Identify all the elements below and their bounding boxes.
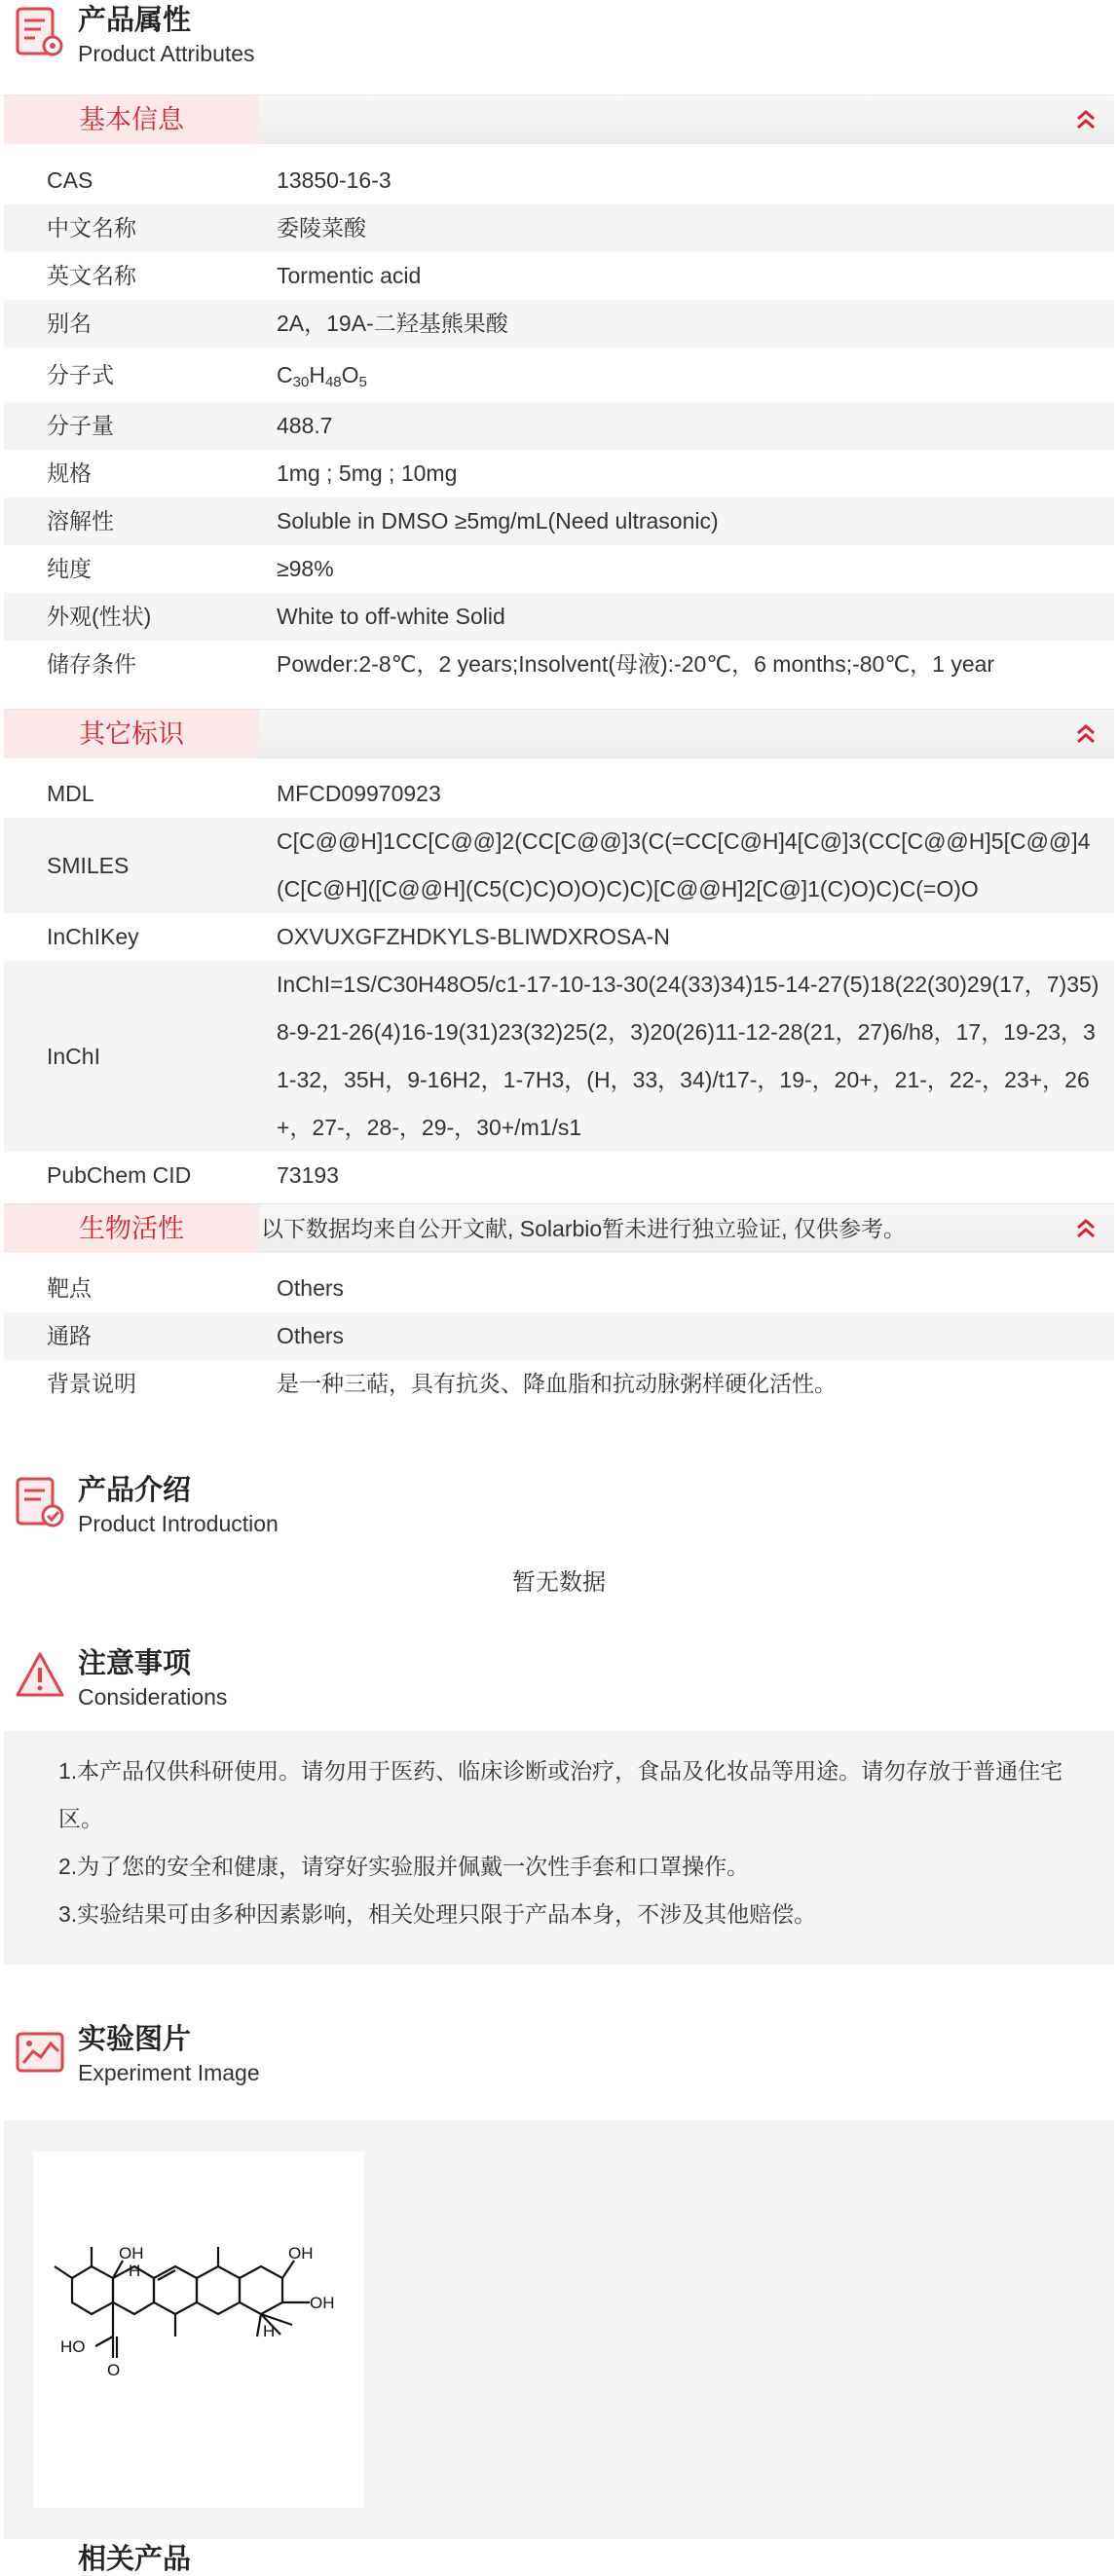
row-key: 分子量 bbox=[47, 413, 114, 438]
table-row bbox=[4, 497, 1114, 545]
consideration-item: 3.实验结果可由多种因素影响，相关处理只限于产品本身，不涉及其他赔偿。 bbox=[58, 1901, 817, 1927]
row-value: 13850-16-3 bbox=[277, 167, 391, 193]
row-value: MFCD09970923 bbox=[277, 781, 441, 806]
table-row bbox=[4, 961, 1114, 1152]
considerations-box bbox=[4, 1731, 1114, 1965]
section-title: 实验图片 bbox=[78, 2024, 192, 2055]
category-bar-bio bbox=[4, 1203, 1114, 1253]
svg-text:OH: OH bbox=[119, 2244, 144, 2263]
basic-info-table bbox=[4, 157, 1114, 688]
table-row bbox=[4, 913, 1114, 961]
structure-image[interactable] bbox=[33, 2152, 364, 2508]
svg-text:OH: OH bbox=[310, 2294, 335, 2312]
row-key: MDL bbox=[47, 781, 94, 806]
table-row bbox=[4, 252, 1114, 300]
section-header-considerations bbox=[0, 1643, 1118, 1711]
row-value: 2A，19A-二羟基熊果酸 bbox=[277, 311, 508, 336]
row-key: 别名 bbox=[47, 311, 92, 336]
section-title: 注意事项 bbox=[78, 1648, 192, 1679]
row-value: 1mg ; 5mg ; 10mg bbox=[277, 460, 458, 486]
row-key: 背景说明 bbox=[47, 1371, 136, 1396]
row-value: Others bbox=[277, 1275, 345, 1301]
table-row bbox=[4, 1265, 1114, 1312]
empty-state-text: 暂无数据 bbox=[512, 1569, 606, 1596]
category-bar-basic bbox=[4, 94, 1114, 144]
double-chevron-up-icon[interactable] bbox=[1071, 719, 1100, 749]
table-row bbox=[4, 593, 1114, 641]
row-value: 委陵菜酸 bbox=[277, 215, 366, 240]
table-row bbox=[4, 818, 1114, 913]
row-key: 储存条件 bbox=[47, 651, 136, 677]
row-value: OXVUXGFZHDKYLS-BLIWDXROSA-N bbox=[277, 924, 670, 949]
category-label: 基本信息 bbox=[4, 95, 259, 144]
svg-text:H: H bbox=[263, 2322, 276, 2340]
section-subtitle: Product Introduction bbox=[78, 1511, 279, 1536]
row-key: InChI bbox=[47, 1044, 100, 1069]
svg-text:H: H bbox=[129, 2262, 141, 2280]
other-id-table bbox=[4, 770, 1114, 1199]
consideration-item: 1.本产品仅供科研使用。请勿用于医药、临床诊断或治疗，食品及化妆品等用途。请勿存放于普通住宅区。 bbox=[58, 1758, 1063, 1831]
table-row bbox=[4, 1312, 1114, 1360]
row-value: 488.7 bbox=[277, 413, 333, 438]
section-subtitle: Experiment Image bbox=[78, 2060, 260, 2085]
table-row bbox=[4, 1152, 1114, 1199]
row-value: Soluble in DMSO ≥5mg/mL(Need ultrasonic) bbox=[277, 508, 719, 534]
row-key: 靶点 bbox=[47, 1275, 92, 1301]
experiment-image-area bbox=[4, 2120, 1114, 2539]
document-check-icon bbox=[14, 1475, 66, 1529]
warning-triangle-icon bbox=[14, 1648, 66, 1703]
section-header-intro bbox=[0, 1470, 1118, 1538]
category-bar-other bbox=[4, 709, 1114, 758]
section-title: 产品介绍 bbox=[78, 1475, 192, 1506]
section-header-experiment bbox=[0, 2019, 1118, 2087]
table-row bbox=[4, 204, 1114, 252]
section-subtitle: Considerations bbox=[78, 1684, 228, 1710]
double-chevron-up-icon[interactable] bbox=[1071, 1214, 1100, 1243]
row-value: White to off-white Solid bbox=[277, 604, 505, 629]
row-key: 溶解性 bbox=[47, 508, 114, 534]
molecular-formula: $C_{30}H_{48}O_5$ bbox=[277, 362, 367, 390]
table-row bbox=[4, 770, 1114, 818]
table-row bbox=[4, 641, 1114, 688]
row-key: 纯度 bbox=[47, 556, 92, 581]
table-row bbox=[4, 157, 1114, 204]
table-row bbox=[4, 300, 1114, 348]
row-value: InChI=1S/C30H48O5/c1-17-10-13-30(24(33)34)15-14-27(5)18(22(30)29(17，7)35)8-9-21-26(4)16-19(31)23(32)25(2，3)20(26)11-12-28(21，27)6/h8，17，19-23，31-32，35H，9-16H2，1-7H3，(H，33，34)/t17-，19-，20+，21-，22-，23+，26+，27-，28-，29-，30+/m1/s1 bbox=[277, 972, 1099, 1140]
row-value: Others bbox=[277, 1323, 345, 1348]
category-label: 生物活性 bbox=[4, 1204, 259, 1253]
row-key: PubChem CID bbox=[47, 1162, 192, 1188]
svg-text:OH: OH bbox=[288, 2244, 314, 2263]
row-value: Powder:2-8℃，2 years;Insolvent(母液):-20℃，6 months;-80℃，1 year bbox=[277, 651, 995, 677]
row-key: 中文名称 bbox=[47, 215, 136, 240]
consideration-item: 2.为了您的安全和健康，请穿好实验服并佩戴一次性手套和口罩操作。 bbox=[58, 1854, 750, 1879]
table-row bbox=[4, 402, 1114, 450]
double-chevron-up-icon[interactable] bbox=[1071, 105, 1100, 134]
section-header-related bbox=[0, 2539, 1118, 2575]
row-key: 规格 bbox=[47, 460, 92, 486]
chemical-structure-drawing bbox=[33, 2152, 364, 2508]
row-key: 外观(性状) bbox=[47, 604, 152, 629]
row-value: Tormentic acid bbox=[277, 263, 422, 288]
row-key: 英文名称 bbox=[47, 263, 136, 288]
row-value: 是一种三萜，具有抗炎、降血脂和抗动脉粥样硬化活性。 bbox=[277, 1371, 837, 1396]
row-key: 分子式 bbox=[47, 362, 114, 387]
table-row bbox=[4, 1360, 1114, 1408]
svg-text:O: O bbox=[107, 2361, 121, 2379]
table-row bbox=[4, 545, 1114, 593]
section-title: 相关产品 bbox=[78, 2544, 192, 2575]
row-key: SMILES bbox=[47, 853, 130, 878]
row-value: 73193 bbox=[277, 1162, 339, 1188]
bio-activity-table bbox=[4, 1265, 1114, 1408]
image-chart-icon bbox=[14, 2024, 66, 2079]
document-gear-icon bbox=[14, 5, 66, 59]
disclaimer-note: 以下数据均来自公开文献, Solarbio暂未进行独立验证, 仅供参考。 bbox=[261, 1216, 906, 1241]
row-key: InChIKey bbox=[47, 924, 139, 949]
row-value: ≥98% bbox=[277, 556, 334, 581]
row-key: CAS bbox=[47, 167, 93, 193]
svg-text:HO: HO bbox=[60, 2337, 86, 2356]
section-subtitle: Product Attributes bbox=[78, 41, 255, 66]
section-header-attributes bbox=[0, 0, 1118, 68]
row-key: 通路 bbox=[47, 1323, 92, 1348]
section-title: 产品属性 bbox=[78, 5, 192, 36]
table-row bbox=[4, 348, 1114, 402]
category-label: 其它标识 bbox=[4, 710, 259, 758]
row-value: C[C@@H]1CC[C@@]2(CC[C@@]3(C(=CC[C@H]4[C@]3(CC[C@@H]5[C@@]4(C[C@H]([C@@H](C5(C)C)O)O)C)C)[C@@H]2[C@]1(C)O)C)C(=O)O bbox=[277, 828, 1091, 902]
table-row bbox=[4, 450, 1114, 497]
